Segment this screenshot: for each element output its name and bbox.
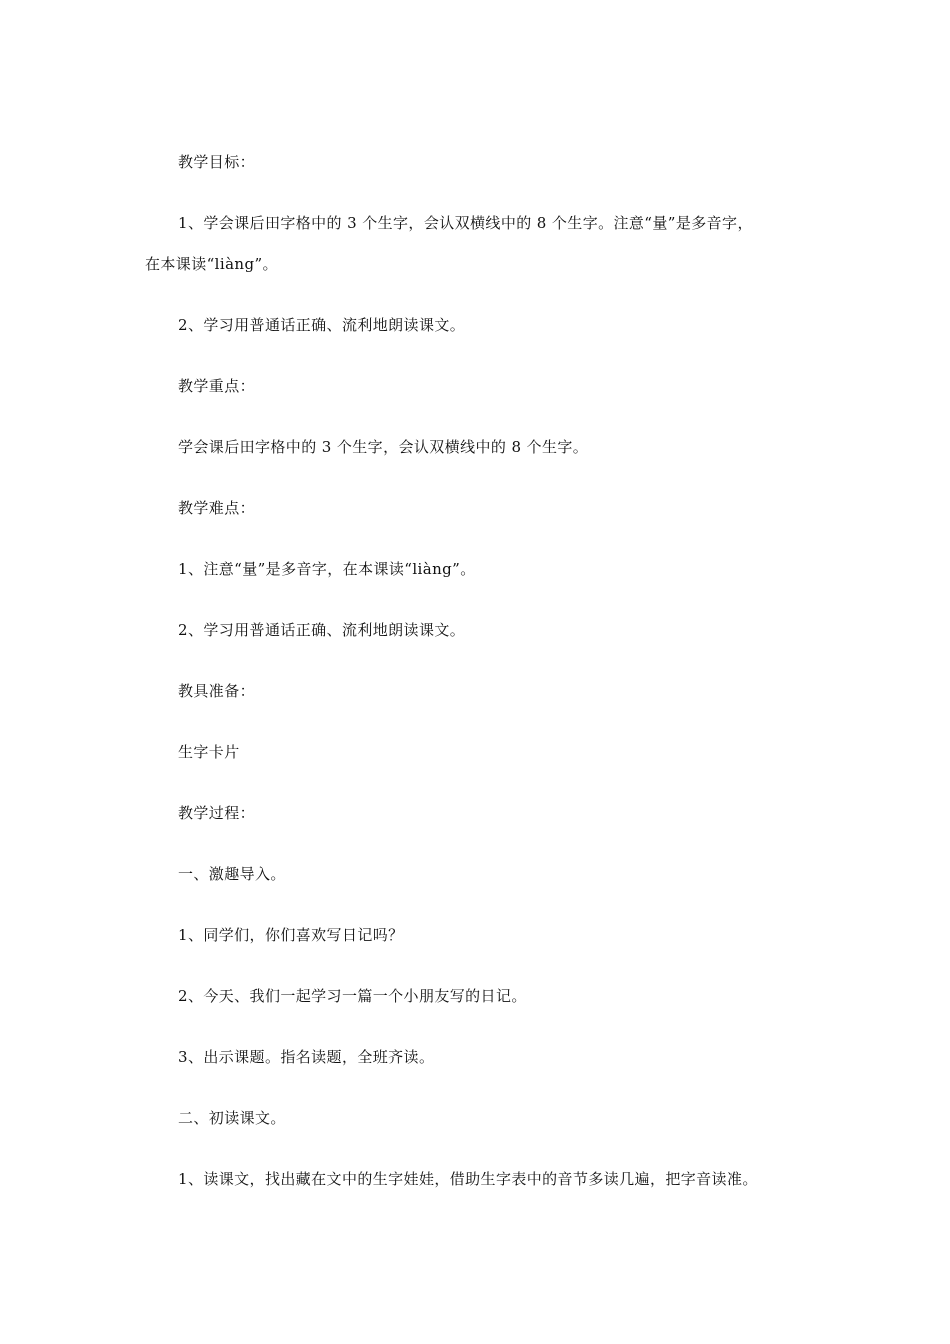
section-2-step-1: 1、读课文，找出藏在文中的生字娃娃，借助生字表中的音节多读几遍，把字音读准。	[178, 1170, 758, 1188]
section-1-title: 一、激趣导入。	[178, 865, 286, 883]
heading-difficulties: 教学难点：	[178, 499, 256, 517]
goal-item-1: 1、学会课后田字格中的 3 个生字，会认双横线中的 8 个生字。注意“量”是多音字，	[178, 214, 753, 232]
section-1-step-2: 2、今天、我们一起学习一篇一个小朋友写的日记。	[178, 987, 527, 1005]
heading-teaching-goals: 教学目标：	[178, 153, 256, 171]
section-1-step-1: 1、同学们，你们喜欢写日记吗？	[178, 926, 404, 944]
materials-text: 生字卡片	[178, 743, 240, 761]
section-2-title: 二、初读课文。	[178, 1109, 286, 1127]
key-point-text: 学会课后田字格中的 3 个生字，会认双横线中的 8 个生字。	[178, 438, 589, 456]
section-1-step-3: 3、出示课题。指名读题，全班齐读。	[178, 1048, 435, 1066]
difficulty-item-1: 1、注意“量”是多音字，在本课读“liàng”。	[178, 560, 476, 578]
difficulty-item-2: 2、学习用普通话正确、流利地朗读课文。	[178, 621, 466, 639]
heading-process: 教学过程：	[178, 804, 256, 822]
goal-item-1-continued: 在本课读“liàng”。	[145, 255, 278, 273]
heading-key-points: 教学重点：	[178, 377, 256, 395]
heading-materials: 教具准备：	[178, 682, 256, 700]
goal-item-2: 2、学习用普通话正确、流利地朗读课文。	[178, 316, 466, 334]
